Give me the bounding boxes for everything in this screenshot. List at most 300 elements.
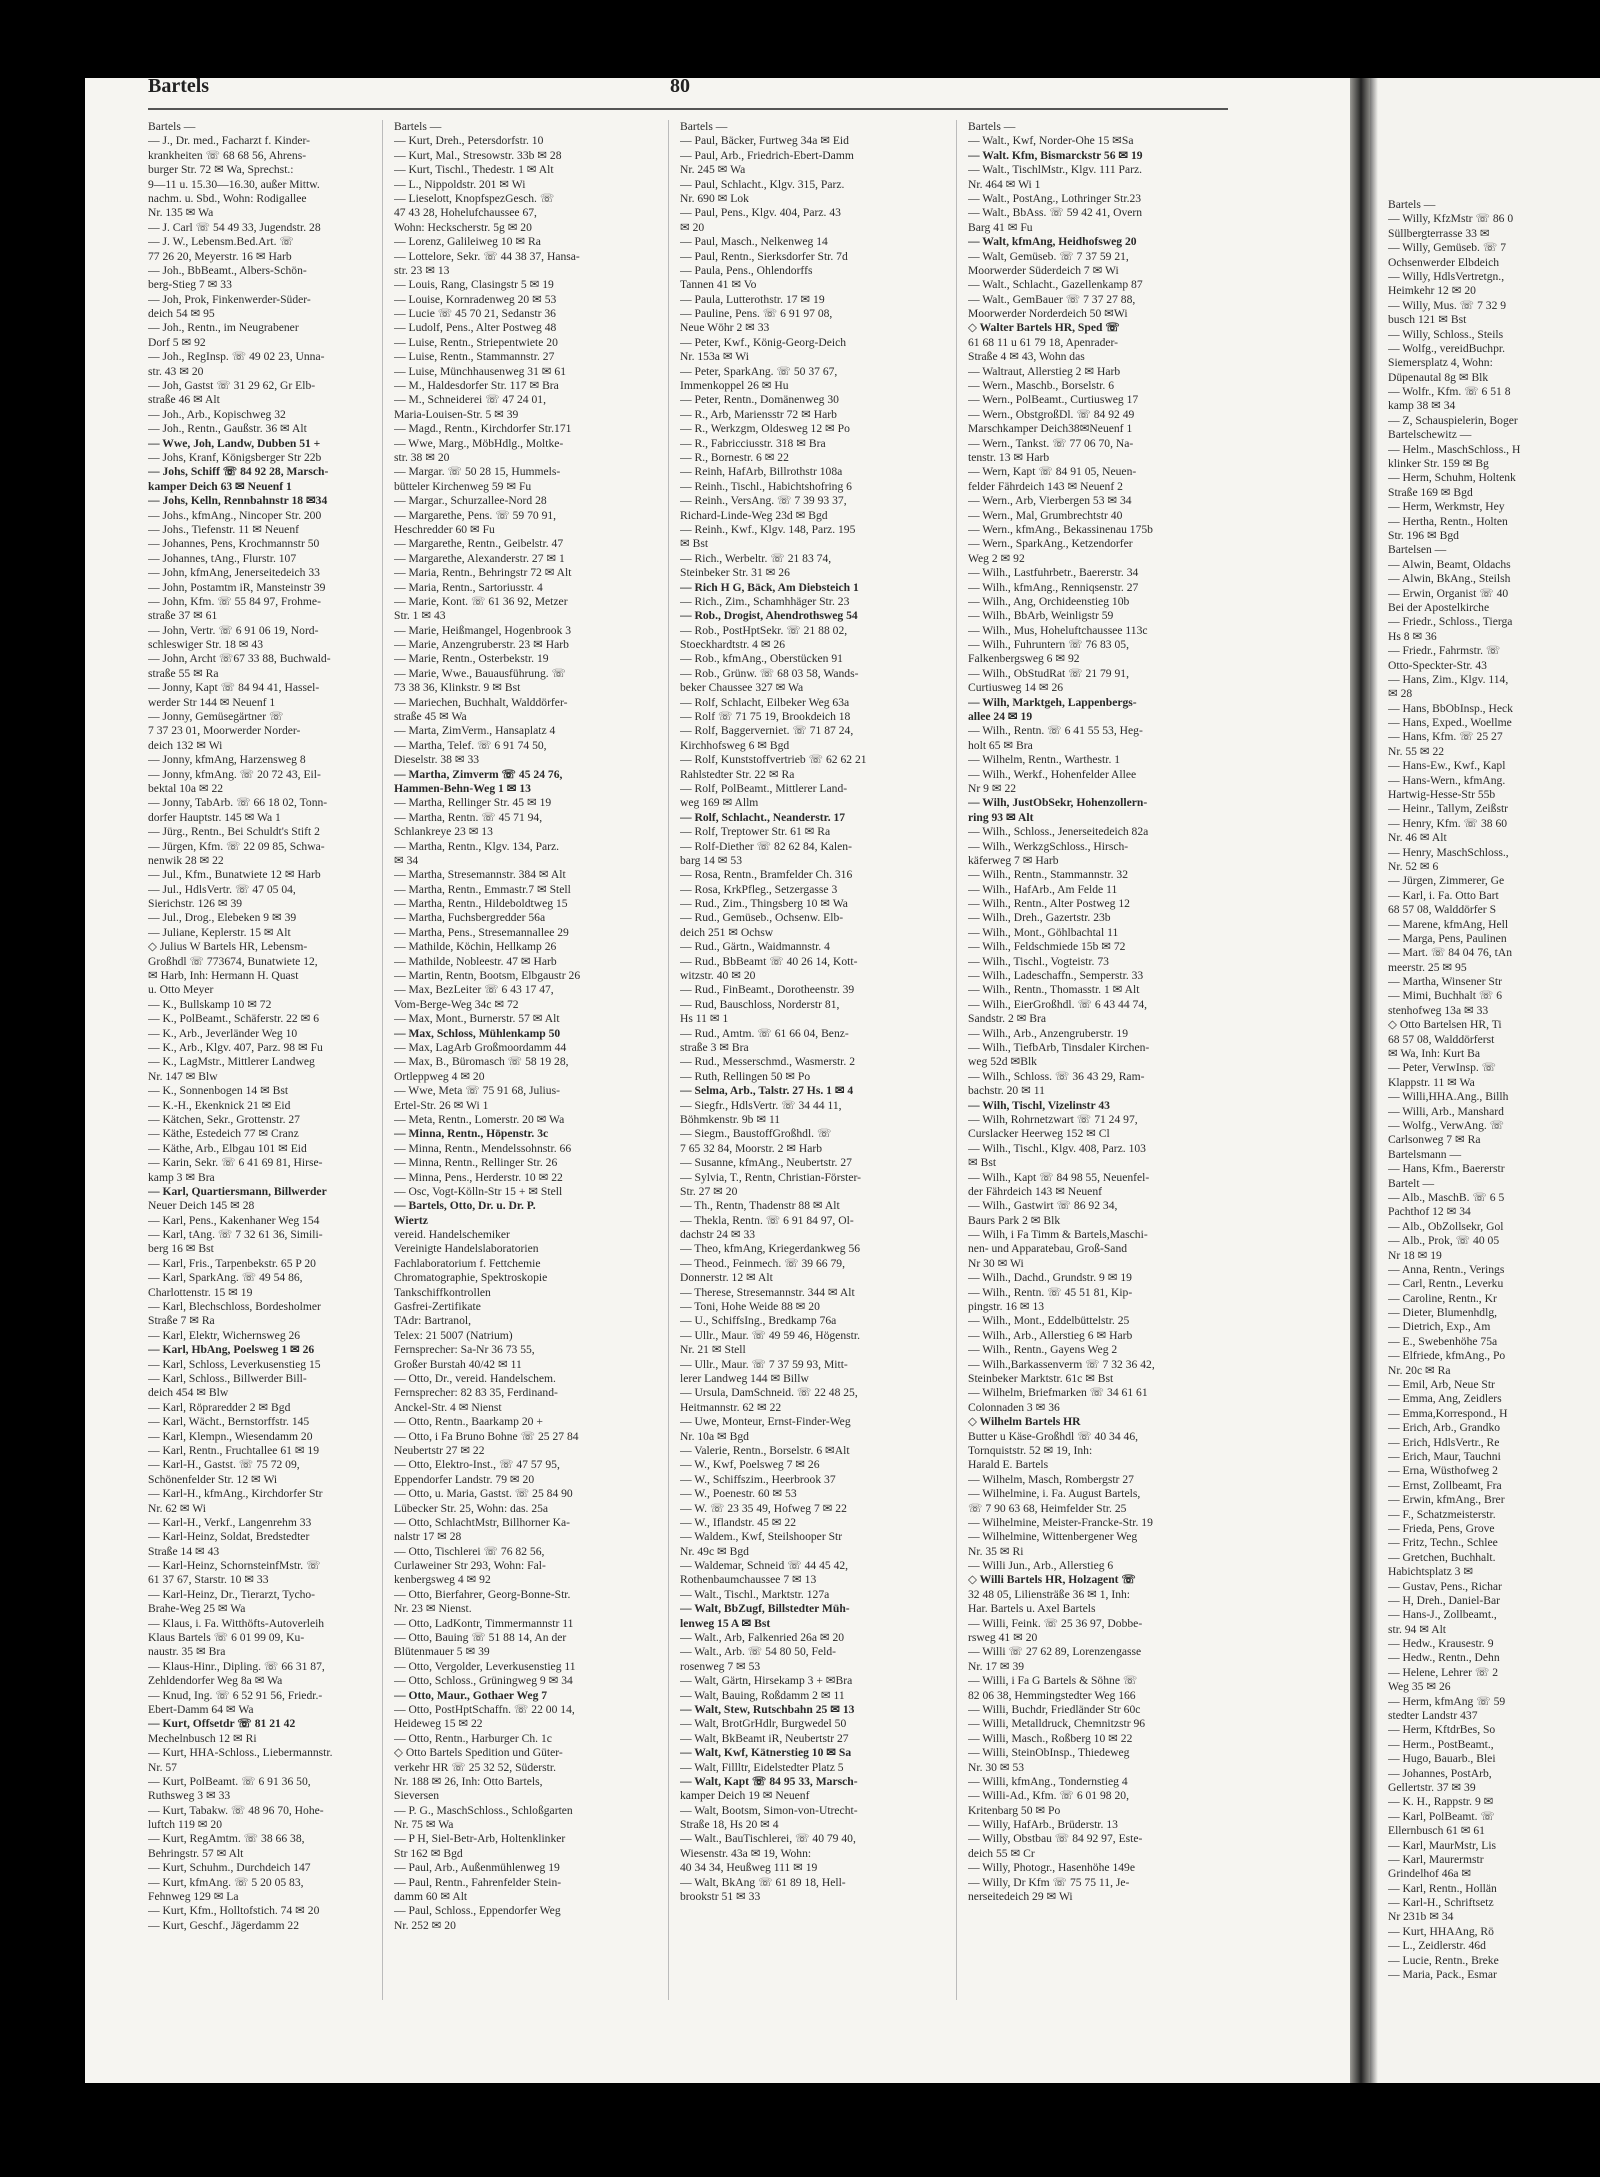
directory-line: Brahe-Weg 25 ✉ Wa [148, 1602, 246, 1616]
next-page-line: — Wolfr., Kfm. ☏ 6 51 8 [1388, 385, 1511, 399]
directory-line: — Reinh, HafArb, Billrothstr 108a [680, 465, 843, 479]
next-page-line: — K. H., Rappstr. 9 ✉ [1388, 1795, 1494, 1809]
directory-line: 7 37 23 01, Moorwerder Norder- [148, 724, 301, 738]
directory-line: — Max, LagArb Großmoordamm 44 [394, 1041, 567, 1054]
directory-line: Moorwerder Norderdeich 50 ✉Wi [968, 307, 1128, 321]
next-page-line: Nr. 55 ✉ 22 [1388, 744, 1445, 758]
next-page-line: Bei der Apostelkirche [1388, 600, 1490, 614]
next-page-line: — Erich, HdlsVertr., Re [1388, 1435, 1500, 1449]
next-page-line: — Caroline, Rentn., Kr [1388, 1291, 1497, 1305]
directory-line: — Wilh., Feldschmiede 15b ✉ 72 [968, 940, 1126, 954]
directory-line: — Lorenz, Galileiweg 10 ✉ Ra [394, 235, 541, 249]
directory-line: — R., Fabricciusstr. 318 ✉ Bra [680, 436, 826, 450]
directory-line: Anckel-Str. 4 ✉ Nienst [394, 1400, 502, 1414]
directory-line: — Rud., Messerschmd., Wasmerstr. 2 [680, 1055, 855, 1069]
next-page-line: Bartelsmann — [1388, 1147, 1462, 1161]
directory-line: — Willi, Metalldruck, Chemnitzstr 96 [968, 1717, 1146, 1731]
directory-line: — Ludolf, Pens., Alter Postweg 48 [394, 321, 557, 335]
directory-line: Straße 7 ✉ Ra [148, 1314, 215, 1328]
directory-line: — Wilh., ObStudRat ☏ 21 79 91, [968, 666, 1129, 680]
directory-line: verkehr HR ☏ 25 32 52, Süderstr. [394, 1760, 556, 1774]
directory-line: burger Str. 72 ✉ Wa, Sprechst.: [148, 163, 294, 177]
next-page-line: — Henry, MaschSchloss., [1388, 845, 1509, 859]
directory-line: Curslacker Heerweg 152 ✉ Cl [968, 1127, 1110, 1141]
directory-line: — Walt, Gemüseb. ☏ 7 37 59 21, [968, 249, 1129, 263]
directory-line: Heitmannstr. 62 ✉ 22 [680, 1400, 782, 1414]
directory-line: — Waltraut, Allerstieg 2 ✉ Harb [968, 364, 1121, 378]
directory-line: — Käthe, Arb., Elbgau 101 ✉ Eid [148, 1141, 307, 1155]
directory-line: naustr. 35 ✉ Bra [148, 1645, 226, 1659]
directory-line: — Wilhelmine, Wittenbergener Weg [968, 1530, 1138, 1544]
directory-line: — Karl, Klempn., Wiesendamm 20 [148, 1429, 313, 1443]
next-page-line: — Kurt, HHAAng, Rö [1388, 1924, 1494, 1938]
next-page-line: klinker Str. 159 ✉ Bg [1388, 457, 1489, 471]
directory-line: deich 55 ✉ Cr [968, 1846, 1035, 1860]
directory-line: — Walt., BbAss. ☏ 59 42 41, Overn [968, 206, 1143, 220]
directory-line: — Waldemar, Schneid ☏ 44 45 42, [680, 1559, 849, 1573]
next-page-line: — Hans-Wern., kfmAng. [1388, 773, 1506, 787]
directory-line: — Walt, BkBeamt iR, Neubertstr 27 [680, 1731, 849, 1745]
directory-line: — Wilh., Dreh., Gazertstr. 23b [968, 911, 1111, 925]
next-page-line: — Wolfg., vereidBuchpr. [1388, 341, 1506, 355]
next-page-line: — Marga, Pens, Paulinen [1388, 931, 1507, 945]
directory-line: Tornquiststr. 52 ✉ 19, Inh: [968, 1443, 1093, 1457]
next-page-line: — Alb., ObZollsekr, Gol [1388, 1219, 1504, 1233]
directory-line: nachm. u. Sbd., Wohn: Rodigallee [148, 191, 307, 205]
directory-line: — Karl-H., Gastst. ☏ 75 72 09, [148, 1458, 300, 1472]
directory-line: Nr. 75 ✉ Wa [394, 1818, 454, 1832]
directory-line: — Otto, Rentn., Harburger Ch. 1c [394, 1731, 552, 1745]
directory-line: ◇ Wilhelm Bartels HR [968, 1415, 1081, 1429]
directory-line: — Rolf, Schlacht, Eilbeker Weg 63a [680, 695, 850, 709]
directory-line: lerer Landweg 144 ✉ Billw [680, 1371, 809, 1385]
directory-line: — Lucie ☏ 45 70 21, Sedanstr 36 [394, 307, 556, 321]
directory-line: — Willi-Ad., Kfm. ☏ 6 01 98 20, [968, 1789, 1129, 1803]
directory-line: — Wilhelmine, Meister-Francke-Str. 19 [968, 1515, 1153, 1529]
next-page-line: — Willi, Arb., Manshard [1388, 1104, 1504, 1118]
directory-line: — W., Poenestr. 60 ✉ 53 [680, 1487, 797, 1501]
directory-line: — Lieselott, KnopfspezGesch. ☏ [394, 191, 555, 205]
next-page-line: — Hans-Ew., Kwf., Kapl [1388, 759, 1506, 773]
directory-line: straße 55 ✉ Ra [148, 666, 219, 680]
next-book-page [1370, 78, 1600, 2083]
directory-line: — Klaus, i. Fa. Witthöfts-Autoverleih [148, 1616, 325, 1630]
directory-line: Colonnaden 3 ✉ 36 [968, 1400, 1060, 1414]
directory-line: Nr. 690 ✉ Lok [680, 191, 749, 205]
directory-line: Nr. 57 [148, 1760, 177, 1774]
next-page-line: 68 57 08, Walddörfer S [1388, 903, 1497, 917]
directory-line: — Sylvia, T., Rentn, Christian-Förster- [680, 1170, 861, 1184]
directory-line: — Kurt, Offsetdr ☏ 81 21 42 [148, 1717, 296, 1731]
directory-line: kamp 3 ✉ Bra [148, 1170, 215, 1184]
directory-line: — Otto, Dr., vereid. Handelschem. [394, 1371, 556, 1385]
directory-line: — Margarethe, Rentn., Geibelstr. 47 [394, 537, 564, 551]
directory-line: Ruthsweg 3 ✉ 33 [148, 1789, 231, 1803]
next-page-line: — Herm, KftdrBes, So [1388, 1723, 1496, 1737]
next-page-line: — Z, Schauspielerin, Boger [1388, 413, 1518, 427]
directory-line: Harald E. Bartels [968, 1458, 1049, 1472]
next-page-line: — Mimi, Buchhalt ☏ 6 [1388, 989, 1503, 1003]
directory-line: — Jonny, Gemüsegärtner ☏ [148, 710, 284, 724]
next-page-line: Gellertstr. 37 ✉ 39 [1388, 1780, 1476, 1794]
column-divider [956, 120, 957, 2000]
directory-line: Steinbeker Marktstr. 61c ✉ Bst [968, 1371, 1114, 1385]
next-page-line: — Friedr., Fahrmstr. ☏ [1388, 644, 1501, 658]
directory-line: — Siegm., BaustoffGroßhdl. ☏ [680, 1127, 832, 1141]
next-page-line: ✉ 28 [1388, 687, 1413, 701]
directory-line: — Kurt, Geschf., Jägerdamm 22 [148, 1918, 300, 1932]
next-page-line: Süllbergterrasse 33 ✉ [1388, 226, 1490, 240]
next-page-line: — Karl, Rentn., Hollän [1388, 1881, 1497, 1895]
directory-line: — Karl-Heinz, SchornsteinfMstr. ☏ [148, 1559, 321, 1573]
directory-line: — M., Schneiderei ☏ 47 24 01, [394, 393, 546, 407]
directory-line: — Wern., Arb, Vierbergen 53 ✉ 34 [968, 494, 1132, 508]
directory-line: 32 48 05, Liliensträße 36 ✉ 1, Inh: [968, 1587, 1131, 1601]
directory-line: Barg 41 ✉ Fu [968, 220, 1033, 234]
directory-line: ◇ Willi Bartels HR, Holzagent ☏ [968, 1573, 1136, 1587]
next-page-line: Hartwig-Hesse-Str 55b [1388, 788, 1496, 802]
directory-line: Neubertstr 27 ✉ 22 [394, 1443, 485, 1457]
directory-line: — Minna, Rentn., Mendelssohnstr. 66 [394, 1141, 572, 1155]
directory-line: — Rolf, Treptower Str. 61 ✉ Ra [680, 825, 831, 839]
directory-line: ✉ 34 [394, 853, 419, 867]
directory-line: Schlankreye 23 ✉ 13 [394, 825, 493, 839]
directory-line: — Minna, Pens., Herderstr. 10 ✉ 22 [394, 1170, 563, 1184]
directory-line: — Martha, Zimverm ☏ 45 24 76, [394, 767, 563, 781]
next-page-line: — Dietrich, Exp., Am [1388, 1320, 1491, 1334]
directory-line: — R., Arb, Mariensstr 72 ✉ Harb [680, 407, 837, 421]
directory-line: Mechelnbusch 12 ✉ Ri [148, 1731, 257, 1745]
directory-line: — Waldem., Kwf, Steilshooper Str [680, 1530, 843, 1544]
directory-line: — Wern., Mal, Grumbrechtstr 40 [968, 508, 1123, 522]
next-page-line: Bartelt — [1388, 1176, 1435, 1190]
directory-line: Klaus Bartels ☏ 6 01 99 09, Ku- [148, 1631, 305, 1645]
next-page-line: Str. 196 ✉ Bgd [1388, 528, 1459, 542]
directory-line: Zehldendorfer Weg 8a ✉ Wa [148, 1674, 283, 1688]
directory-line: — Selma, Arb., Talstr. 27 Hs. 1 ✉ 4 [680, 1084, 854, 1098]
directory-line: — Theo, kfmAng, Kriegerdankweg 56 [680, 1242, 861, 1256]
page-gutter-shadow [1370, 78, 1378, 2083]
directory-line: — Otto, PostHptSchaffn. ☏ 22 00 14, [394, 1702, 575, 1716]
directory-line: nenwik 28 ✉ 22 [148, 853, 224, 867]
directory-line: — P H, Siel-Betr-Arb, Holtenklinker [394, 1832, 566, 1846]
next-page-line: — L., Zeidlerstr. 46d [1388, 1939, 1486, 1953]
directory-column-3 [680, 120, 942, 1904]
directory-line: — Marie, Wwe., Bauausführung. ☏ [394, 666, 567, 680]
next-page-line: — Carl, Rentn., Leverku [1388, 1277, 1504, 1291]
directory-line: — Marie, Rentn., Osterbekstr. 19 [394, 652, 549, 666]
book-spine [1350, 78, 1370, 2083]
directory-line: — Walt, BrotGrHdlr, Burgwedel 50 [680, 1717, 847, 1731]
directory-line: ✉ 20 [680, 220, 705, 234]
directory-line: — Jonny, TabArb. ☏ 66 18 02, Tonn- [148, 796, 328, 810]
directory-line: — Joh., Arb., Kopischweg 32 [148, 407, 286, 421]
next-page-line: Nr 18 ✉ 19 [1388, 1248, 1442, 1262]
directory-line: lenweg 15 A ✉ Bst [680, 1616, 771, 1630]
directory-line: — Wilh., Tischl., Vogteistr. 73 [968, 954, 1109, 968]
next-page-line: Weg 35 ✉ 26 [1388, 1680, 1451, 1694]
directory-line: — Jul., Kfm., Bunatwiete 12 ✉ Harb [148, 868, 321, 882]
directory-line: Curlaweiner Str 293, Wohn: Fal- [394, 1559, 546, 1573]
directory-line: dorfer Hauptstr. 145 ✉ Wa 1 [148, 810, 281, 824]
directory-line: — John, kfmAng, Jenerseitedeich 33 [148, 566, 320, 580]
directory-line: ring 93 ✉ Alt [968, 810, 1034, 824]
directory-line: — Willi, i Fa G Bartels & Söhne ☏ [968, 1674, 1138, 1688]
directory-line: Nr. 17 ✉ 39 [968, 1659, 1025, 1673]
next-page-line: — Emil, Arb, Neue Str [1388, 1378, 1495, 1392]
next-page-line: kamp 38 ✉ 34 [1388, 399, 1456, 413]
directory-line: deich 54 ✉ 95 [148, 307, 215, 321]
directory-line: ◇ Walter Bartels HR, Sped ☏ [968, 321, 1120, 335]
directory-line: — Wilh., Rentn. ☏ 45 51 81, Kip- [968, 1285, 1133, 1299]
directory-line: allee 24 ✉ 19 [968, 710, 1033, 724]
directory-line: — Wilh., TiefbArb, Tinsdaler Kirchen- [968, 1041, 1150, 1054]
directory-line: — Walt, Gärtn, Hirsekamp 3 + ✉Bra [680, 1674, 853, 1688]
next-page-line: — Karl, Maurermstr [1388, 1852, 1484, 1866]
directory-line: — John, Archt ☏67 33 88, Buchwald- [148, 652, 331, 666]
directory-line: — Paul, Bäcker, Furtweg 34a ✉ Eid [680, 134, 849, 148]
directory-line: Nr. 49c ✉ Bgd [680, 1544, 749, 1558]
next-page-line: — E., Swebenhöhe 75a [1388, 1334, 1498, 1348]
directory-line: — Kurt, kfmAng. ☏ 5 20 05 83, [148, 1875, 304, 1889]
directory-line: Weg 2 ✉ 92 [968, 551, 1025, 565]
next-page-line: — Willy, Schloss., Steils [1388, 327, 1504, 341]
directory-line: — Walt, BbZugf, Billstedter Müh- [680, 1602, 850, 1616]
directory-line: — Walt., Arb, Falkenried 26a ✉ 20 [680, 1631, 845, 1645]
directory-line: — Marie, Kont. ☏ 61 36 92, Metzer [394, 594, 568, 608]
directory-line: — Willy, HafArb., Brüderstr. 13 [968, 1818, 1118, 1832]
next-page-line: Ochsenwerder Elbdeich [1388, 255, 1500, 269]
next-page-line: Bartelschewitz — [1388, 428, 1472, 442]
directory-line: — Walt, kfmAng, Heidhofsweg 20 [968, 235, 1137, 249]
directory-line: Neuer Deich 145 ✉ 28 [148, 1199, 255, 1213]
next-page-line: — Wolfg., VerwAng. ☏ [1388, 1119, 1505, 1132]
directory-line: — Joh, Prok, Finkenwerder-Süder- [148, 292, 311, 306]
directory-line: Sieversen [394, 1789, 440, 1803]
directory-line: luftch 119 ✉ 20 [148, 1818, 223, 1832]
directory-line: — J. W., Lebensm.Bed.Art. ☏ [148, 235, 294, 249]
directory-line: — R., Werkzgm, Oldesweg 12 ✉ Po [680, 422, 850, 436]
directory-line: Maria-Louisen-Str. 5 ✉ 39 [394, 407, 519, 421]
directory-line: — Jul., HdlsVertr. ☏ 47 05 04, [148, 882, 296, 896]
directory-line: Fehnweg 129 ✉ La [148, 1890, 239, 1904]
directory-line: Behringstr. 57 ✉ Alt [148, 1846, 244, 1860]
directory-line: — K., Bullskamp 10 ✉ 72 [148, 997, 272, 1011]
directory-line: — Rosa, Rentn., Bramfelder Ch. 316 [680, 868, 853, 882]
directory-line: Fachlaboratorium f. Fettchemie [394, 1256, 541, 1270]
directory-line: — Rob., Grünw. ☏ 68 03 58, Wands- [680, 666, 859, 680]
directory-line: Straße 4 ✉ 43, Wohn das [968, 350, 1085, 364]
next-page-line: Otto-Speckter-Str. 43 [1388, 658, 1487, 672]
next-page-line: — Anna, Rentn., Verings [1388, 1262, 1505, 1276]
directory-line: — Rolf-Diether ☏ 82 62 84, Kalen- [680, 839, 852, 853]
directory-line: — L., Nippoldstr. 201 ✉ Wi [394, 177, 526, 191]
directory-line: — Wilh., BbArb, Weinligstr 59 [968, 609, 1114, 623]
directory-line: bütteler Kirchenweg 59 ✉ Fu [394, 479, 532, 493]
directory-line: straße 46 ✉ Alt [148, 393, 220, 407]
directory-line: — Walt., Arb. ☏ 54 80 50, Feld- [680, 1645, 837, 1659]
next-page-line: ✉ Wa, Inh: Kurt Ba [1388, 1047, 1480, 1061]
directory-line: — Otto, Elektro-Inst., ☏ 47 57 95, [394, 1458, 560, 1472]
directory-line: — Wilh., Fuhruntern ☏ 76 83 05, [968, 638, 1129, 652]
directory-line: — Wilhelm, Rentn., Warthestr. 1 [968, 753, 1121, 767]
directory-line: — Peter, SparkAng. ☏ 50 37 67, [680, 364, 838, 378]
directory-line: rsweg 41 ✉ 20 [968, 1631, 1038, 1645]
directory-line: — Wilh., Werkf., Hohenfelder Allee [968, 767, 1137, 781]
next-page-line: — Willy, KfzMstr ☏ 86 0 [1388, 212, 1514, 226]
directory-line: — Wern, Kapt ☏ 84 91 05, Neuen- [968, 465, 1137, 479]
directory-line: Schönenfelder Str. 12 ✉ Wi [148, 1472, 278, 1486]
next-page-line: — F., Schatzmeisterstr. [1388, 1507, 1496, 1521]
directory-line: bektal 10a ✉ 22 [148, 781, 224, 795]
directory-line: — Karl, SparkAng. ☏ 49 54 86, [148, 1271, 303, 1285]
next-page-line: — Elfriede, kfmAng., Po [1388, 1349, 1506, 1363]
next-page-line: — Frieda, Pens, Grove [1388, 1521, 1495, 1535]
directory-line: Falkenbergsweg 6 ✉ 92 [968, 652, 1080, 666]
directory-line: — Max, Mont., Burnerstr. 57 ✉ Alt [394, 1012, 560, 1026]
next-page-line: — Karl, i. Fa. Otto Bart [1388, 888, 1499, 902]
directory-line: — W. ☏ 23 35 49, Hofweg 7 ✉ 22 [680, 1501, 847, 1515]
directory-line: — Wilh., Rentn. ☏ 6 41 55 53, Heg- [968, 724, 1143, 738]
directory-line: dachstr 24 ✉ 33 [680, 1228, 756, 1242]
directory-line: Vom-Berge-Weg 34c ✉ 72 [394, 997, 519, 1011]
directory-line: — Otto, LadKontr, Timmermannstr 11 [394, 1616, 574, 1630]
directory-line: Großhdl ☏ 773674, Bunatwiete 12, [148, 954, 318, 968]
directory-line: — Jonny, kfmAng, Harzensweg 8 [148, 753, 306, 767]
directory-line: — Theod., Feinmech. ☏ 39 66 79, [680, 1256, 845, 1270]
directory-line: — Wilh., HafArb., Am Felde 11 [968, 882, 1118, 896]
next-page-line: — Johannes, PostArb, [1388, 1766, 1492, 1780]
directory-line: — Paul, Rentn., Fahrenfelder Stein- [394, 1875, 562, 1889]
directory-line: — U., SchiffsIng., Bredkamp 76a [680, 1314, 837, 1328]
directory-line: — K., Arb., Jeverländer Weg 10 [148, 1026, 298, 1040]
directory-line: Nr. 30 ✉ 53 [968, 1760, 1025, 1774]
directory-line: — Wilh., EierGroßhdl. ☏ 6 43 44 74, [968, 997, 1148, 1011]
next-page-line: — Erich, Maur, Tauchni [1388, 1449, 1501, 1463]
directory-line: — Karl, Elektr, Wichernsweg 26 [148, 1328, 301, 1342]
directory-line: ✉ Harb, Inh: Hermann H. Quast [148, 969, 299, 983]
directory-line: berg-Stieg 7 ✉ 33 [148, 278, 232, 292]
next-page-line: — Alwin, BkAng., Steilsh [1388, 572, 1511, 586]
directory-line: — Valerie, Rentn., Borselstr. 6 ✉Alt [680, 1443, 850, 1457]
directory-line: — Wilhelm, Briefmarken ☏ 34 61 61 [968, 1386, 1148, 1400]
directory-line: — Otto, u. Maria, Gastst. ☏ 25 84 90 [394, 1487, 573, 1501]
directory-line: — K., PolBeamt., Schäferstr. 22 ✉ 6 [148, 1012, 320, 1026]
directory-line: Bartels — [394, 120, 442, 133]
next-page-line: Nr. 20c ✉ Ra [1388, 1363, 1451, 1377]
directory-line: — Otto, Bauing ☏ 51 88 14, An der [394, 1631, 567, 1645]
directory-line: — Rud., Amtm. ☏ 61 66 04, Benz- [680, 1026, 849, 1040]
directory-line: — R., Bornestr. 6 ✉ 22 [680, 450, 789, 464]
directory-line: ✉ Bst [968, 1156, 997, 1170]
directory-line: Rahlstedter Str. 22 ✉ Ra [680, 767, 795, 781]
directory-line: — Karl, Rentn., Fruchtallee 61 ✉ 19 [148, 1443, 320, 1457]
next-page-line: — Hertha, Rentn., Holten [1388, 514, 1508, 528]
directory-line: 73 38 36, Klinkstr. 9 ✉ Bst [394, 681, 521, 695]
directory-line: — Rob., kfmAng., Oberstücken 91 [680, 652, 843, 666]
directory-line: — Wilh, Rohrnetzwart ☏ 71 24 97, [968, 1112, 1138, 1126]
directory-line: witzstr. 40 ✉ 20 [680, 969, 756, 983]
directory-line: ◇ Otto Bartels Spedition und Güter- [394, 1746, 563, 1760]
directory-line: Har. Bartels u. Axel Bartels [968, 1602, 1096, 1616]
next-page-line: — Heinr., Tallym, Zeißstr [1388, 802, 1509, 816]
directory-line: — Reinh., VersAng. ☏ 7 39 93 37, [680, 494, 847, 508]
directory-line: Steinbeker Str. 31 ✉ 26 [680, 566, 790, 580]
directory-line: — Wwe, Joh, Landw, Dubben 51 + [148, 436, 321, 450]
next-page-line: — Hedw., Rentn., Dehn [1388, 1651, 1500, 1665]
directory-column-4 [968, 120, 1230, 1904]
directory-line: — Walt., GemBauer ☏ 7 37 27 88, [968, 292, 1136, 306]
directory-line: ☏ 7 90 63 68, Heimfelder Str. 25 [968, 1501, 1127, 1515]
directory-line: — Ullr., Maur. ☏ 49 59 46, Högenstr. [680, 1328, 861, 1342]
directory-line: — Karl, tAng. ☏ 7 32 61 36, Simili- [148, 1228, 323, 1242]
next-page-line: Siemersplatz 4, Wohn: [1388, 356, 1493, 370]
directory-line: — Margarethe, Alexanderstr. 27 ✉ 1 [394, 551, 565, 565]
directory-line: Wohn: Heckscherstr. 5g ✉ 20 [394, 220, 532, 234]
next-page-line: — Friedr., Schloss., Tierga [1388, 615, 1513, 629]
directory-line: — Rich H G, Bäck, Am Diebsteich 1 [680, 580, 859, 594]
next-page-line: Nr. 52 ✉ 6 [1388, 859, 1439, 873]
directory-line: — Knud, Ing. ☏ 6 52 91 56, Friedr.- [148, 1688, 323, 1702]
directory-line: krankheiten ☏ 68 68 56, Ahrens- [148, 148, 307, 162]
directory-line: — Joh., RegInsp. ☏ 49 02 23, Unna- [148, 350, 325, 364]
directory-line: — Wilh., Schloss. ☏ 36 43 29, Ram- [968, 1069, 1145, 1083]
directory-line: Straße 14 ✉ 43 [148, 1544, 220, 1558]
directory-line: Curtiusweg 14 ✉ 26 [968, 681, 1064, 695]
directory-line: — Karl, Quartiersmann, Billwerder [148, 1184, 327, 1198]
directory-line: Stoeckhardtstr. 4 ✉ 26 [680, 638, 786, 652]
next-page-line: meerstr. 25 ✉ 95 [1388, 960, 1467, 974]
directory-line: — Otto, Vergolder, Leverkusenstieg 11 [394, 1659, 576, 1673]
next-page-line: — Hans, Zim., Klgv. 114, [1388, 672, 1509, 686]
directory-line: — Maria, Rentn., Behringstr 72 ✉ Alt [394, 566, 572, 580]
directory-line: — Wilh., Mont., Eddelbüttelstr. 25 [968, 1314, 1130, 1328]
next-page-line: — Jürgen, Zimmerer, Ge [1388, 874, 1505, 888]
directory-line: — Ullr., Maur. ☏ 7 37 59 93, Mitt- [680, 1357, 848, 1371]
directory-line: 7 65 32 84, Moorstr. 2 ✉ Harb [680, 1141, 823, 1155]
directory-line: — Willi Jun., Arb., Allerstieg 6 [968, 1559, 1114, 1573]
directory-line: — Paul, Arb., Friedrich-Ebert-Damm [680, 148, 854, 162]
directory-line: — Johs., Tiefenstr. 11 ✉ Neuenf [148, 522, 299, 536]
directory-line: kamper Deich 63 ✉ Neuenf 1 [148, 479, 292, 493]
directory-line: — Rud, Bauschloss, Norderstr 81, [680, 997, 840, 1011]
directory-line: — Wwe, Marg., MöbHdlg., Moltke- [394, 436, 564, 450]
directory-line: — Johannes, tAng., Flurstr. 107 [148, 551, 297, 565]
next-page-line: stenhofweg 13a ✉ 33 [1388, 1003, 1489, 1017]
directory-line: Nr. 245 ✉ Wa [680, 163, 746, 177]
directory-line: — Mariechen, Buchhalt, Walddörfer- [394, 695, 568, 709]
next-page-line: — Erich, Arb., Grandko [1388, 1421, 1501, 1435]
directory-line: — W., Iflandstr. 45 ✉ 22 [680, 1515, 796, 1529]
directory-line: — Paul, Rentn., Sierksdorfer Str. 7d [680, 249, 848, 263]
directory-line: — Walt, Bauing, Roßdamm 2 ✉ 11 [680, 1688, 845, 1702]
directory-line: — Karl-Heinz, Soldat, Bredstedter [148, 1530, 310, 1544]
directory-line: nerseitedeich 29 ✉ Wi [968, 1890, 1073, 1904]
directory-line: — Willi, Masch., Roßberg 10 ✉ 22 [968, 1731, 1133, 1745]
directory-line: Dieselstr. 38 ✉ 33 [394, 753, 480, 767]
directory-line: nalstr 17 ✉ 28 [394, 1530, 462, 1544]
directory-line: käferweg 7 ✉ Harb [968, 853, 1059, 867]
next-page-line: — Henry, Kfm. ☏ 38 60 [1388, 816, 1508, 830]
directory-line: — Klaus-Hinr., Dipling. ☏ 66 31 87, [148, 1659, 325, 1673]
directory-line: — Karl-Heinz, Dr., Tierarzt, Tycho- [148, 1587, 316, 1601]
next-page-line: — H, Dreh., Daniel-Bar [1388, 1593, 1501, 1607]
directory-line: — Martha, Telef. ☏ 6 91 74 50, [394, 738, 547, 752]
directory-line: berg 16 ✉ Bst [148, 1242, 214, 1256]
column-divider [382, 120, 383, 2000]
directory-line: — Joh, Gastst ☏ 31 29 62, Gr Elb- [148, 379, 316, 393]
directory-line: — Ursula, DamSchneid. ☏ 22 48 25, [680, 1386, 858, 1400]
